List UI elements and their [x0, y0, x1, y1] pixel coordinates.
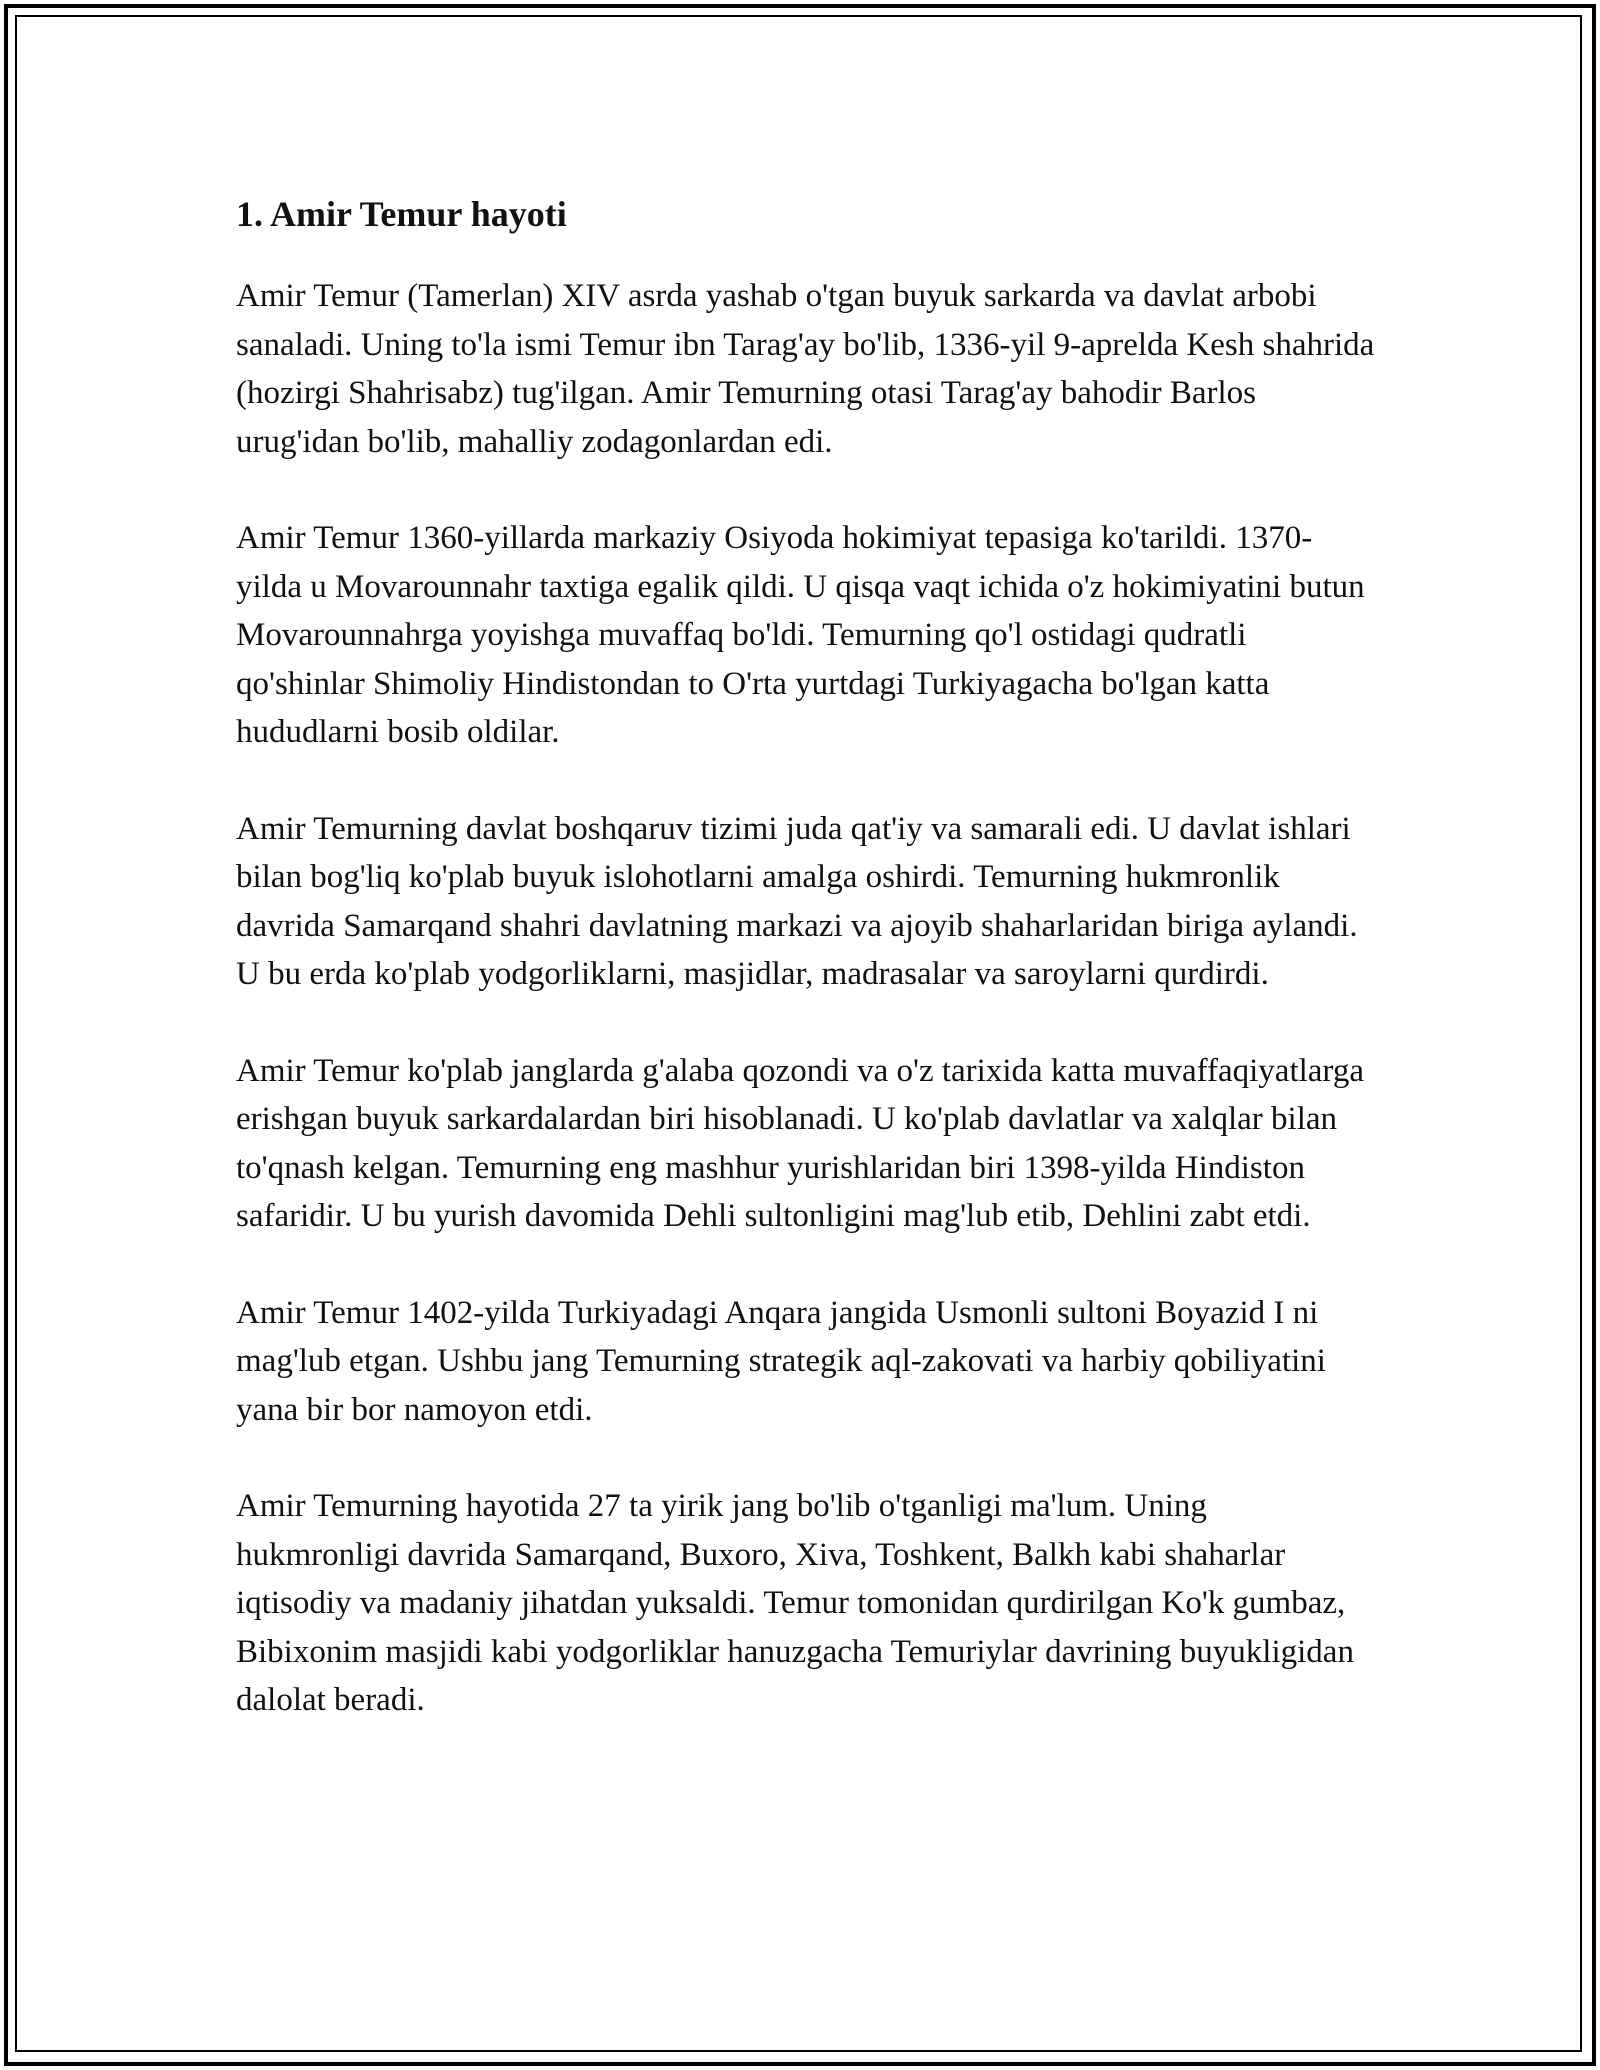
document-body: [236, 182, 1376, 1725]
paragraph-ankara-battle: Amir Temur 1402-yilda Turkiyadagi Anqara jangida Usmonli sultoni Boyazid I ni mag'lub etgan. Ushbu jang Temurning strategik aql-zakovati va harbiy qobiliyatini yana bir bor namoyon etdi.: [236, 1294, 1326, 1428]
paragraph-campaigns: Amir Temur ko'plab janglarda g'alaba qozondi va o'z tarixida katta muvaffaqiyatlarga erishgan buyuk sarkardalardan biri hisoblanadi. U ko'plab davlatlar va xalqlar bilan to'qnash kelgan. Temurning eng mashhur yurishlaridan biri 1398-yilda Hindiston safaridir. U bu yurish davomida Dehli sultonligini mag'lub etib, Dehlini zabt etdi.: [236, 1052, 1364, 1234]
paragraph-governance: Amir Temurning davlat boshqaruv tizimi juda qat'iy va samarali edi. U davlat ishlari bilan bog'liq ko'plab buyuk islohotlarni amalga oshirdi. Temurning hukmronlik davrida Samarqand shahri davlatning markazi va ajoyib shaharlaridan biriga aylandi. U bu erda ko'plab yodgorliklarni, masjidlar, madrasalar va saroylarni qurdirdi.: [236, 810, 1358, 992]
paragraph-birth: Amir Temur (Tamerlan) XIV asrda yashab o'tgan buyuk sarkarda va davlat arbobi sanaladi. Uning to'la ismi Temur ibn Tarag'ay bo'lib, 1336-yil 9-aprelda Kesh shahrida (hozirgi Shahrisabz) tug'ilgan. Amir Temurning otasi Tarag'ay bahodir Barlos urug'idan bo'lib, mahalliy zodagonlardan edi.: [236, 278, 1375, 460]
section-heading: 1. Amir Temur hayoti: [236, 194, 567, 234]
paragraph-rise-to-power: Amir Temur 1360-yillarda markaziy Osiyoda hokimiyat tepasiga ko'tarildi. 1370-yilda u Movarounnahr taxtiga egalik qildi. U qisqa vaqt ichida o'z hokimiyatini butun Movarounnahrga yoyishga muvaffaq bo'ldi. Temurning qo'l ostidagi qudratli qo'shinlar Shimoliy Hindistondan to O'rta yurtdagi Turkiyagacha bo'lgan katta hududlarni bosib oldilar.: [236, 520, 1365, 750]
paragraph-legacy: Amir Temurning hayotida 27 ta yirik jang bo'lib o'tganligi ma'lum. Uning hukmronligi davrida Samarqand, Buxoro, Xiva, Toshkent, Balkh kabi shaharlar iqtisodiy va madaniy jihatdan yuksaldi. Temur tomonidan qurdirilgan Ko'k gumbaz, Bibixonim masjidi kabi yodgorliklar hanuzgacha Temuriylar davrining buyukligidan dalolat beradi.: [236, 1488, 1354, 1718]
